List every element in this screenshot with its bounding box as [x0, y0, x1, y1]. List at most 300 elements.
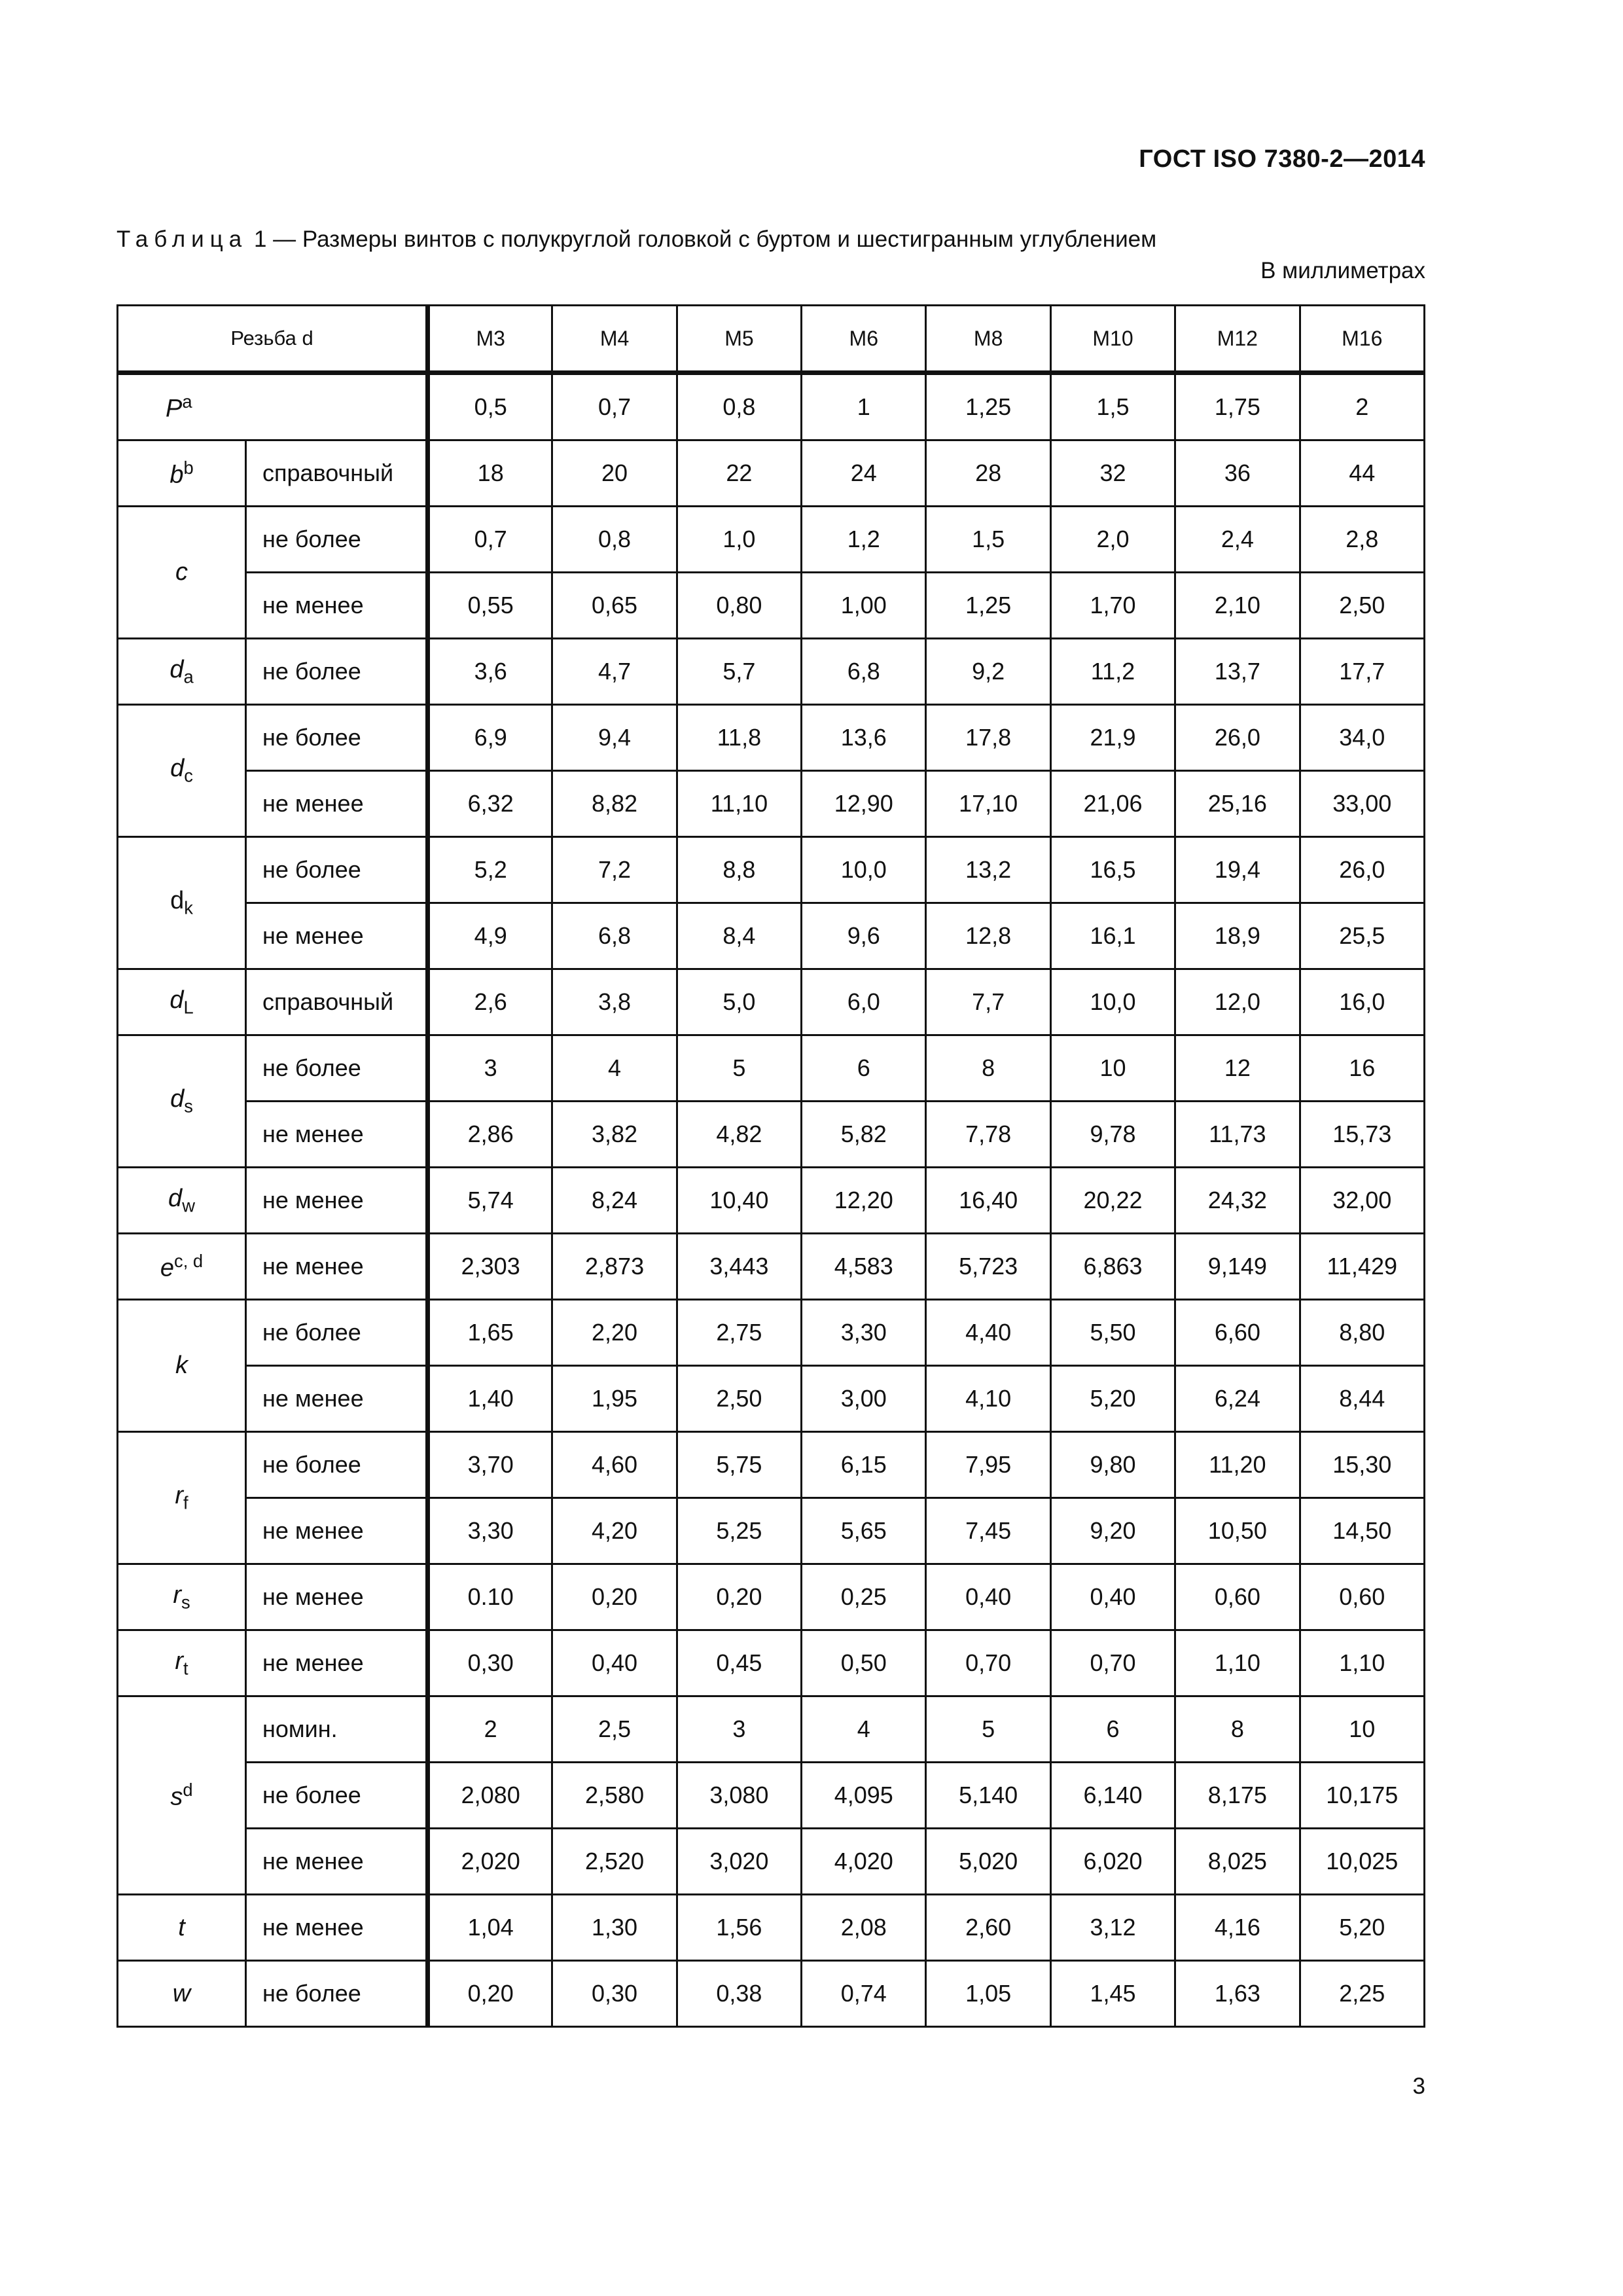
value-cell: 1,63 — [1175, 1961, 1300, 2027]
qualifier-cell: не менее — [246, 1102, 428, 1168]
value-cell: 17,7 — [1300, 639, 1424, 705]
value-cell: 3,30 — [428, 1498, 552, 1564]
value-cell: 6,140 — [1050, 1763, 1175, 1829]
parameter-symbol — [118, 1168, 246, 1234]
table-row — [118, 1234, 1425, 1300]
value-cell: 12,8 — [926, 903, 1050, 969]
value-cell: 1,10 — [1175, 1630, 1300, 1696]
value-cell: 6,15 — [802, 1432, 926, 1498]
value-cell: 2,873 — [552, 1234, 677, 1300]
table-body — [118, 306, 1425, 2027]
value-cell: 0,20 — [428, 1961, 552, 2027]
parameter-symbol — [118, 639, 246, 705]
symbol-subscript: t — [183, 1658, 188, 1679]
value-cell: 11,73 — [1175, 1102, 1300, 1168]
value-cell: 5 — [926, 1696, 1050, 1763]
value-cell: 1,30 — [552, 1895, 677, 1961]
value-cell: 2,5 — [552, 1696, 677, 1763]
qualifier-cell: не менее — [246, 1498, 428, 1564]
value-cell: 8,44 — [1300, 1366, 1424, 1432]
symbol-base: t — [178, 1913, 185, 1941]
value-cell: 18 — [428, 440, 552, 507]
value-cell: 4 — [552, 1035, 677, 1102]
value-cell: 7,45 — [926, 1498, 1050, 1564]
symbol-base: r — [173, 1581, 181, 1609]
table-row — [118, 771, 1425, 837]
value-cell: 6 — [1050, 1696, 1175, 1763]
value-cell: 5,0 — [677, 969, 801, 1035]
value-cell: 2,6 — [428, 969, 552, 1035]
symbol-subscript: L — [183, 997, 194, 1018]
value-cell: 1,95 — [552, 1366, 677, 1432]
value-cell: 2,0 — [1050, 507, 1175, 573]
value-cell: 0,30 — [552, 1961, 677, 2027]
value-cell: 16 — [1300, 1035, 1424, 1102]
value-cell: 0,25 — [802, 1564, 926, 1630]
value-cell: 1,75 — [1175, 373, 1300, 440]
parameter-symbol — [118, 1696, 246, 1895]
value-cell: 3,6 — [428, 639, 552, 705]
symbol-base: s — [170, 1783, 183, 1811]
caption-word: Таблица — [116, 226, 248, 252]
value-cell: 1,0 — [677, 507, 801, 573]
value-cell: 3,82 — [552, 1102, 677, 1168]
value-cell: 0,60 — [1175, 1564, 1300, 1630]
qualifier-cell: не менее — [246, 1234, 428, 1300]
value-cell: 13,2 — [926, 837, 1050, 903]
symbol-base: P — [166, 395, 183, 423]
qualifier-cell: не более — [246, 1432, 428, 1498]
symbol-subscript: c — [184, 765, 193, 786]
value-cell: 21,06 — [1050, 771, 1175, 837]
value-cell: 1,5 — [926, 507, 1050, 573]
symbol-base: w — [172, 1979, 191, 2007]
table-row — [118, 1630, 1425, 1696]
parameter-symbol — [118, 705, 246, 837]
qualifier-cell: не менее — [246, 1168, 428, 1234]
table-row — [118, 969, 1425, 1035]
parameter-symbol — [118, 1630, 246, 1696]
value-cell: 4,583 — [802, 1234, 926, 1300]
parameter-symbol — [118, 837, 246, 969]
value-cell: 10,40 — [677, 1168, 801, 1234]
value-cell: 1,25 — [926, 373, 1050, 440]
qualifier-cell: не более — [246, 1763, 428, 1829]
value-cell: 24 — [802, 440, 926, 507]
value-cell: 4,20 — [552, 1498, 677, 1564]
value-cell: 0,40 — [926, 1564, 1050, 1630]
parameter-symbol — [118, 1300, 246, 1432]
value-cell: 24,32 — [1175, 1168, 1300, 1234]
value-cell: 11,2 — [1050, 639, 1175, 705]
value-cell: 2,080 — [428, 1763, 552, 1829]
value-cell: 3,8 — [552, 969, 677, 1035]
value-cell: 17,10 — [926, 771, 1050, 837]
value-cell: 17,8 — [926, 705, 1050, 771]
column-header: M8 — [926, 306, 1050, 373]
table-row — [118, 1763, 1425, 1829]
value-cell: 2,50 — [1300, 573, 1424, 639]
parameter-symbol — [118, 507, 246, 639]
value-cell: 2,75 — [677, 1300, 801, 1366]
value-cell: 1,00 — [802, 573, 926, 639]
value-cell: 14,50 — [1300, 1498, 1424, 1564]
caption-text: 1 — Размеры винтов с полукруглой головкой с буртом и шестигранным углублением — [253, 226, 1157, 252]
parameter-symbol — [118, 1035, 246, 1168]
table-row — [118, 1366, 1425, 1432]
value-cell: 5,82 — [802, 1102, 926, 1168]
value-cell: 0,38 — [677, 1961, 801, 2027]
value-cell: 12,20 — [802, 1168, 926, 1234]
unit-note: В миллиметрах — [1260, 258, 1425, 283]
value-cell: 3,020 — [677, 1829, 801, 1895]
value-cell: 0,7 — [552, 373, 677, 440]
value-cell: 7,2 — [552, 837, 677, 903]
table-caption — [116, 226, 1156, 253]
value-cell: 2,20 — [552, 1300, 677, 1366]
value-cell: 0,20 — [552, 1564, 677, 1630]
symbol-superscript: c, d — [174, 1250, 204, 1271]
value-cell: 5,140 — [926, 1763, 1050, 1829]
value-cell: 5,25 — [677, 1498, 801, 1564]
value-cell: 28 — [926, 440, 1050, 507]
value-cell: 0,7 — [428, 507, 552, 573]
value-cell: 25,16 — [1175, 771, 1300, 837]
value-cell: 5,020 — [926, 1829, 1050, 1895]
parameter-symbol — [118, 1564, 246, 1630]
qualifier-cell: справочный — [246, 969, 428, 1035]
value-cell: 2,020 — [428, 1829, 552, 1895]
thread-header-cell: Резьба d — [118, 306, 428, 373]
qualifier-cell: не менее — [246, 1829, 428, 1895]
qualifier-cell: не менее — [246, 771, 428, 837]
symbol-subscript: f — [183, 1492, 188, 1513]
value-cell: 6,24 — [1175, 1366, 1300, 1432]
value-cell: 9,149 — [1175, 1234, 1300, 1300]
table-row — [118, 1829, 1425, 1895]
value-cell: 5,723 — [926, 1234, 1050, 1300]
table-row — [118, 1961, 1425, 2027]
value-cell: 1,25 — [926, 573, 1050, 639]
table-row — [118, 903, 1425, 969]
value-cell: 6,32 — [428, 771, 552, 837]
value-cell: 0,8 — [552, 507, 677, 573]
value-cell: 3,70 — [428, 1432, 552, 1498]
table-header-row — [118, 306, 1425, 373]
value-cell: 6,0 — [802, 969, 926, 1035]
value-cell: 33,00 — [1300, 771, 1424, 837]
value-cell: 5,50 — [1050, 1300, 1175, 1366]
value-cell: 4,40 — [926, 1300, 1050, 1366]
value-cell: 6,60 — [1175, 1300, 1300, 1366]
value-cell: 16,40 — [926, 1168, 1050, 1234]
symbol-base: d — [169, 655, 184, 683]
value-cell: 1,45 — [1050, 1961, 1175, 2027]
value-cell: 0,80 — [677, 573, 801, 639]
value-cell: 22 — [677, 440, 801, 507]
qualifier-cell: номин. — [246, 1696, 428, 1763]
value-cell: 3,30 — [802, 1300, 926, 1366]
value-cell: 1,5 — [1050, 373, 1175, 440]
value-cell: 1,56 — [677, 1895, 801, 1961]
value-cell: 4 — [802, 1696, 926, 1763]
value-cell: 4,095 — [802, 1763, 926, 1829]
value-cell: 4,60 — [552, 1432, 677, 1498]
value-cell: 0.10 — [428, 1564, 552, 1630]
value-cell: 26,0 — [1300, 837, 1424, 903]
value-cell: 0,30 — [428, 1630, 552, 1696]
symbol-subscript: k — [184, 897, 193, 918]
value-cell: 2,86 — [428, 1102, 552, 1168]
value-cell: 2,25 — [1300, 1961, 1424, 2027]
table-row — [118, 1102, 1425, 1168]
column-header: M5 — [677, 306, 801, 373]
value-cell: 3,12 — [1050, 1895, 1175, 1961]
value-cell: 2,8 — [1300, 507, 1424, 573]
value-cell: 10,50 — [1175, 1498, 1300, 1564]
symbol-base: b — [169, 461, 184, 489]
value-cell: 19,4 — [1175, 837, 1300, 903]
symbol-base: d — [169, 986, 184, 1014]
value-cell: 7,7 — [926, 969, 1050, 1035]
value-cell: 0,70 — [926, 1630, 1050, 1696]
value-cell: 3 — [428, 1035, 552, 1102]
symbol-base: e — [160, 1254, 175, 1282]
value-cell: 0,8 — [677, 373, 801, 440]
value-cell: 2,50 — [677, 1366, 801, 1432]
value-cell: 5,7 — [677, 639, 801, 705]
value-cell: 1 — [802, 373, 926, 440]
column-header: M16 — [1300, 306, 1424, 373]
value-cell: 6,8 — [802, 639, 926, 705]
value-cell: 3,00 — [802, 1366, 926, 1432]
value-cell: 36 — [1175, 440, 1300, 507]
column-header: M6 — [802, 306, 926, 373]
value-cell: 3,080 — [677, 1763, 801, 1829]
value-cell: 2,520 — [552, 1829, 677, 1895]
symbol-subscript: s — [181, 1592, 190, 1613]
value-cell: 6 — [802, 1035, 926, 1102]
table-row — [118, 1564, 1425, 1630]
value-cell: 5 — [677, 1035, 801, 1102]
qualifier-cell: не менее — [246, 1630, 428, 1696]
value-cell: 0,60 — [1300, 1564, 1424, 1630]
value-cell: 12,90 — [802, 771, 926, 837]
value-cell: 10,0 — [1050, 969, 1175, 1035]
value-cell: 4,9 — [428, 903, 552, 969]
value-cell: 8 — [1175, 1696, 1300, 1763]
value-cell: 10,025 — [1300, 1829, 1424, 1895]
value-cell: 2,303 — [428, 1234, 552, 1300]
value-cell: 21,9 — [1050, 705, 1175, 771]
parameter-symbol — [118, 1234, 246, 1300]
value-cell: 0,20 — [677, 1564, 801, 1630]
value-cell: 4,16 — [1175, 1895, 1300, 1961]
value-cell: 11,8 — [677, 705, 801, 771]
value-cell: 0,70 — [1050, 1630, 1175, 1696]
qualifier-cell: не более — [246, 1035, 428, 1102]
value-cell: 8,82 — [552, 771, 677, 837]
value-cell: 6,020 — [1050, 1829, 1175, 1895]
value-cell: 13,6 — [802, 705, 926, 771]
value-cell: 2,08 — [802, 1895, 926, 1961]
value-cell: 10 — [1050, 1035, 1175, 1102]
value-cell: 4,7 — [552, 639, 677, 705]
value-cell: 11,429 — [1300, 1234, 1424, 1300]
parameter-symbol — [118, 1432, 246, 1564]
value-cell: 1,40 — [428, 1366, 552, 1432]
table-row — [118, 1432, 1425, 1498]
parameter-symbol — [118, 1895, 246, 1961]
qualifier-cell: не более — [246, 639, 428, 705]
document-code: ГОСТ ISO 7380-2—2014 — [1139, 145, 1425, 173]
value-cell: 1,10 — [1300, 1630, 1424, 1696]
value-cell: 11,20 — [1175, 1432, 1300, 1498]
value-cell: 8,175 — [1175, 1763, 1300, 1829]
symbol-base: d — [170, 1085, 185, 1113]
value-cell: 2,4 — [1175, 507, 1300, 573]
value-cell: 12 — [1175, 1035, 1300, 1102]
value-cell: 15,73 — [1300, 1102, 1424, 1168]
value-cell: 0,45 — [677, 1630, 801, 1696]
column-header: M3 — [428, 306, 552, 373]
column-header: M12 — [1175, 306, 1300, 373]
symbol-subscript: w — [182, 1195, 195, 1216]
symbol-base: r — [175, 1482, 184, 1510]
value-cell: 9,20 — [1050, 1498, 1175, 1564]
value-cell: 0,40 — [552, 1630, 677, 1696]
value-cell: 11,10 — [677, 771, 801, 837]
symbol-superscript: b — [183, 457, 194, 478]
value-cell: 2,60 — [926, 1895, 1050, 1961]
value-cell: 13,7 — [1175, 639, 1300, 705]
value-cell: 4,020 — [802, 1829, 926, 1895]
value-cell: 2,580 — [552, 1763, 677, 1829]
value-cell: 0,40 — [1050, 1564, 1175, 1630]
value-cell: 5,20 — [1050, 1366, 1175, 1432]
table-row — [118, 837, 1425, 903]
value-cell: 4,82 — [677, 1102, 801, 1168]
value-cell: 9,6 — [802, 903, 926, 969]
value-cell: 10 — [1300, 1696, 1424, 1763]
value-cell: 32 — [1050, 440, 1175, 507]
value-cell: 8,24 — [552, 1168, 677, 1234]
value-cell: 1,70 — [1050, 573, 1175, 639]
symbol-base: d — [170, 755, 185, 783]
table-row — [118, 1168, 1425, 1234]
parameter-symbol — [118, 440, 246, 507]
value-cell: 0,5 — [428, 373, 552, 440]
table-row — [118, 705, 1425, 771]
value-cell: 20,22 — [1050, 1168, 1175, 1234]
qualifier-cell: справочный — [246, 440, 428, 507]
qualifier-cell: не более — [246, 837, 428, 903]
value-cell: 26,0 — [1175, 705, 1300, 771]
value-cell: 25,5 — [1300, 903, 1424, 969]
value-cell: 3 — [677, 1696, 801, 1763]
table-row — [118, 1035, 1425, 1102]
value-cell: 10,0 — [802, 837, 926, 903]
value-cell: 0,65 — [552, 573, 677, 639]
dimensions-table — [116, 304, 1425, 2028]
value-cell: 10,175 — [1300, 1763, 1424, 1829]
value-cell: 5,2 — [428, 837, 552, 903]
value-cell: 16,5 — [1050, 837, 1175, 903]
value-cell: 2,10 — [1175, 573, 1300, 639]
value-cell: 18,9 — [1175, 903, 1300, 969]
symbol-subscript: a — [183, 666, 194, 687]
symbol-subscript: s — [184, 1096, 193, 1117]
qualifier-cell: не менее — [246, 573, 428, 639]
value-cell: 7,95 — [926, 1432, 1050, 1498]
value-cell: 8,4 — [677, 903, 801, 969]
value-cell: 5,20 — [1300, 1895, 1424, 1961]
value-cell: 5,75 — [677, 1432, 801, 1498]
value-cell: 0,55 — [428, 573, 552, 639]
qualifier-cell: не более — [246, 705, 428, 771]
page-number: 3 — [1412, 2073, 1425, 2099]
table-row — [118, 1498, 1425, 1564]
value-cell: 12,0 — [1175, 969, 1300, 1035]
value-cell: 20 — [552, 440, 677, 507]
value-cell: 5,65 — [802, 1498, 926, 1564]
qualifier-cell: не более — [246, 1300, 428, 1366]
symbol-base: d — [170, 887, 185, 915]
table-row — [118, 1696, 1425, 1763]
value-cell: 32,00 — [1300, 1168, 1424, 1234]
symbol-base: r — [175, 1647, 184, 1675]
table-row — [118, 440, 1425, 507]
table-row — [118, 573, 1425, 639]
qualifier-cell: не менее — [246, 903, 428, 969]
symbol-superscript: a — [182, 391, 192, 412]
table-row — [118, 1895, 1425, 1961]
value-cell: 0,50 — [802, 1630, 926, 1696]
symbol-base: c — [175, 558, 188, 586]
value-cell: 4,10 — [926, 1366, 1050, 1432]
parameter-symbol — [118, 373, 428, 440]
value-cell: 6,8 — [552, 903, 677, 969]
parameter-symbol — [118, 1961, 246, 2027]
qualifier-cell: не менее — [246, 1366, 428, 1432]
value-cell: 1,05 — [926, 1961, 1050, 2027]
parameter-symbol — [118, 969, 246, 1035]
qualifier-cell: не менее — [246, 1564, 428, 1630]
column-header: M10 — [1050, 306, 1175, 373]
value-cell: 9,80 — [1050, 1432, 1175, 1498]
symbol-base: d — [168, 1184, 183, 1212]
value-cell: 1,2 — [802, 507, 926, 573]
value-cell: 9,78 — [1050, 1102, 1175, 1168]
table-row — [118, 639, 1425, 705]
value-cell: 15,30 — [1300, 1432, 1424, 1498]
symbol-superscript: d — [183, 1779, 193, 1800]
value-cell: 0,74 — [802, 1961, 926, 2027]
qualifier-cell: не более — [246, 1961, 428, 2027]
value-cell: 8 — [926, 1035, 1050, 1102]
value-cell: 8,025 — [1175, 1829, 1300, 1895]
column-header: M4 — [552, 306, 677, 373]
value-cell: 1,65 — [428, 1300, 552, 1366]
table-row — [118, 373, 1425, 440]
table-row — [118, 507, 1425, 573]
value-cell: 16,0 — [1300, 969, 1424, 1035]
value-cell: 44 — [1300, 440, 1424, 507]
value-cell: 9,4 — [552, 705, 677, 771]
qualifier-cell: не более — [246, 507, 428, 573]
symbol-base: k — [175, 1352, 188, 1379]
value-cell: 8,80 — [1300, 1300, 1424, 1366]
